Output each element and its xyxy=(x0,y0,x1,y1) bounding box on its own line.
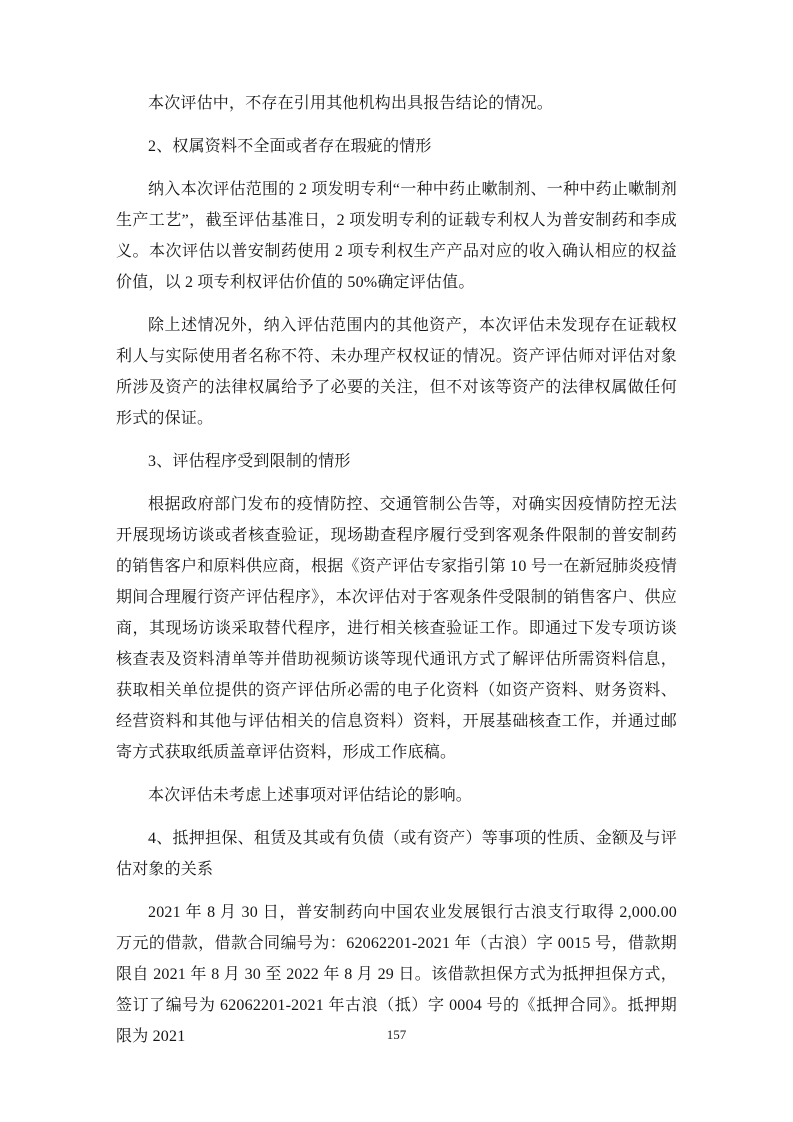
page-number: 157 xyxy=(386,1027,407,1042)
paragraph: 除上述情况外，纳入评估范围内的其他资产，本次评估未发现存在证载权利人与实际使用者名称不符、未办理产权权证的情况。资产评估师对评估对象所涉及资产的法律权属给予了必要的关注，但不对该等资产的法律权属做任何形式的保证。 xyxy=(116,317,677,427)
paragraph: 2021 年 8 月 30 日，普安制药向中国农业发展银行古浪支行取得 2,000.00 万元的借款，借款合同编号为：62062201-2021 年（古浪）字 0015 号，借款期限自 2021 年 8 月 30 至 2022 年 8 月 29 日。该借款担保方式为抵押担保方式，签订了编号为 62062201-2021 年古浪（抵）字 0004 号的《抵押合同》。抵押期限为 2021 xyxy=(116,904,677,1045)
document-body xyxy=(116,88,677,1064)
page-footer xyxy=(0,1027,793,1043)
section-heading: 4、抵押担保、租赁及其或有负债（或有资产）等事项的性质、金额及与评估对象的关系 xyxy=(116,830,677,878)
paragraph: 本次评估中，不存在引用其他机构出具报告结论的情况。 xyxy=(148,95,554,112)
section-heading: 2、权属资料不全面或者存在瑕疵的情形 xyxy=(148,138,432,155)
section-heading: 3、评估程序受到限制的情形 xyxy=(148,453,351,470)
paragraph: 纳入本次评估范围的 2 项发明专利“一种中药止嗽制剂、一种中药止嗽制剂生产工艺”，截至评估基准日，2 项发明专利的证载专利权人为普安制药和李成义。本次评估以普安制药使用 2 项专利权生产产品对应的收入确认相应的权益价值，以 2 项专利权评估价值的 50%确定评估值。 xyxy=(116,181,677,291)
paragraph: 本次评估未考虑上述事项对评估结论的影响。 xyxy=(148,787,473,804)
paragraph: 根据政府部门发布的疫情防控、交通管制公告等，对确实因疫情防控无法开展现场访谈或者核查验证，现场勘查程序履行受到客观条件限制的普安制药的销售客户和原料供应商，根据《资产评估专家指引第 10 号一在新冠肺炎疫情期间合理履行资产评估程序》，本次评估对于客观条件受限制的销售客户、供应商，其现场访谈采取替代程序，进行相关核查验证工作。即通过下发专项访谈核查表及资料清单等并借助视频访谈等现代通讯方式了解评估所需资料信息，获取相关单位提供的资产评估所必需的电子化资料（如资产资料、财务资料、经营资料和其他与评估相关的信息资料）资料，开展基础核查工作，并通过邮寄方式获取纸质盖章评估资料，形成工作底稿。 xyxy=(116,496,677,761)
